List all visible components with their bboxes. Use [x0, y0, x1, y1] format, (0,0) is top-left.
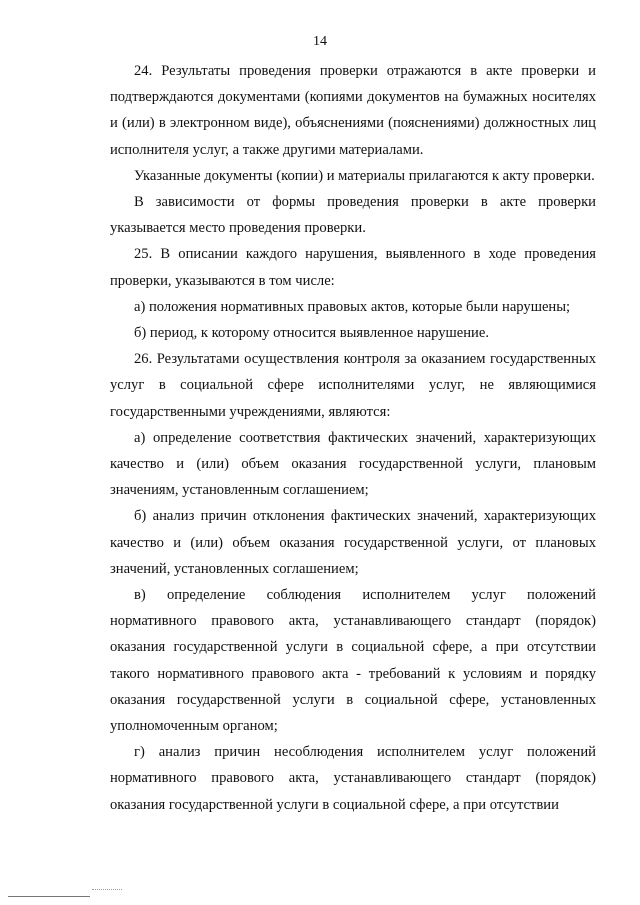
paragraph-25-b: б) период, к которому относится выявленное нарушение.: [134, 325, 489, 342]
paragraph-26: 26. Результатами осуществления контроля за оказанием государственных услуг в социальной сфере исполнителями услуг, не являющимися государственными учреждениями, являются:: [110, 351, 596, 420]
paragraph-24: 24. Результаты проведения проверки отражаются в акте проверки и подтверждаются документами (копиями документов на бумажных носителях и (или) в электронном виде), объяснениями (пояснениями) должностных лиц исполнителя услуг, а также другими материалами.: [110, 63, 596, 158]
footer-dotted-mark: [92, 889, 122, 894]
paragraph-25-a: а) положения нормативных правовых актов, которые были нарушены;: [134, 298, 571, 315]
paragraph-26-g: г) анализ причин несоблюдения исполнителем услуг положений нормативного правового акта, устанавливающего стандарт (порядок) оказания государственной услуги в социальной сфере, а при отсутствии: [110, 744, 596, 813]
paragraph-25: 25. В описании каждого нарушения, выявленного в ходе проведения проверки, указываются в том числе:: [110, 246, 596, 289]
paragraph-26-v: в) определение соблюдения исполнителем услуг положений нормативного правового акта, устанавливающего стандарт (порядок) оказания государственной услуги в социальной сфере, а при отсутствии такого нормативного правового акта - требований к условиям и порядку оказания государственной услуги в социальной сфере, установленных уполномоченным органом;: [110, 587, 596, 735]
footer-rule: [8, 896, 90, 897]
page-number: 14: [313, 34, 327, 49]
paragraph-26-b: б) анализ причин отклонения фактических значений, характеризующих качество и (или) объем оказания государственной услуги, от плановых значений, установленных соглашением;: [110, 508, 596, 577]
document-body: [110, 58, 596, 818]
paragraph-attached-documents: Указанные документы (копии) и материалы прилагаются к акту проверки.: [134, 167, 595, 184]
paragraph-26-a: а) определение соответствия фактических значений, характеризующих качество и (или) объем оказания государственной услуги, плановым значениям, установленным соглашением;: [110, 429, 596, 499]
paragraph-inspection-place: В зависимости от формы проведения проверки в акте проверки указывается место проведения проверки.: [110, 194, 596, 237]
